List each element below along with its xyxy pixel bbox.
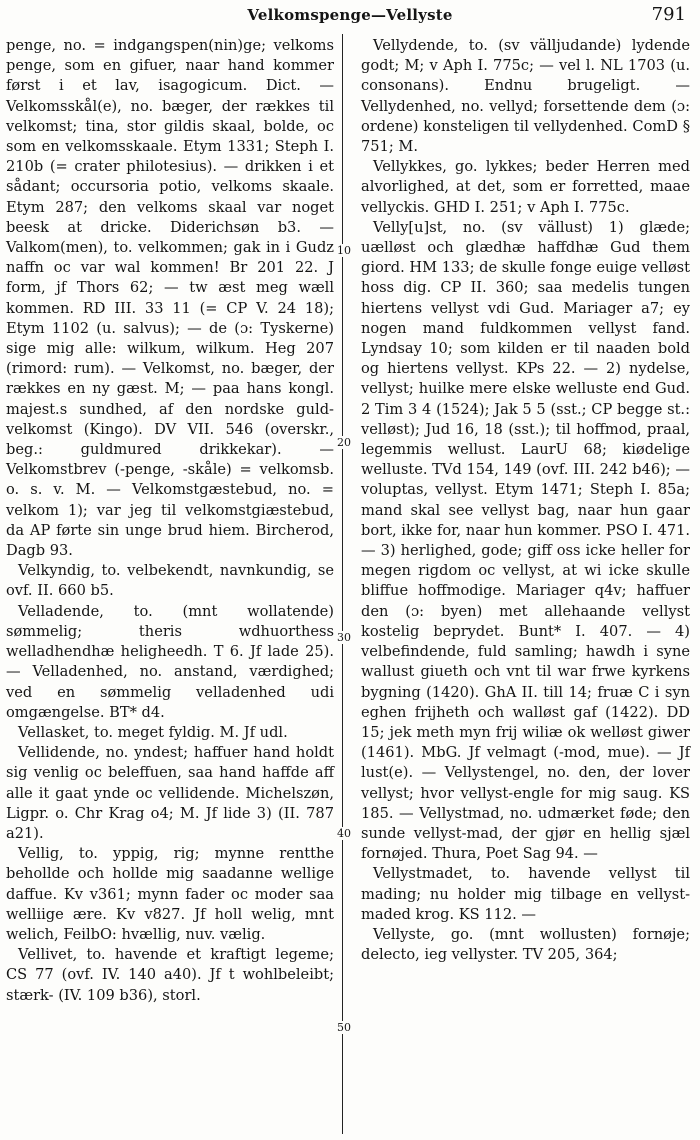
entry-vellidende: Vellidende, no. yndest; haffuer hand holdt sig venlig oc beleffuen, saa hand haffde aff alle it gaat ynde oc vellidende. Michelszøn, Ligpr. o. Chr Krag o4; M. Jf lide 3) (II. 787 a21). <box>6 744 334 842</box>
entry-vellivet: Vellivet, to. havende et kraftigt legeme; CS 77 (ovf. IV. 140 a40). Jf t wohlbeleibt; stærk- (IV. 109 b36), storl. <box>6 946 334 1004</box>
line-number-50: 50 <box>332 1021 356 1034</box>
entry-velladende: Velladende, to. (mnt wollatende) sømmelig; theris wdhuorthess welladhendhæ heligheedh. T 6. Jf lade 25). — Velladenhed, no. anstand, værdighed; ved en sømmelig velladenhed udi omgængelse. BT* d4. <box>6 602 334 721</box>
entry-vellyste: Vellyste, go. (mnt wollusten) fornøje; delecto, ieg vellyster. TV 205, 364; <box>361 925 690 964</box>
line-number-10: 10 <box>332 244 356 257</box>
entry-velkomspenge-continued: penge, no. = indgangspen(nin)ge; velkoms penge, som en gifuer, naar hand kommer først i et lav, isagogicum. Dict. — Velkomsskål(e), no. bæger, der rækkes til velkomst; tina, stor gildis skaal, bolde, oc som en velkomsskaale. Etym 1331; Steph I. 210b (= crater philotesius). — drikken i et sådant; occursoria potio, velkoms skaale. Etym 287; den velkoms skaal var noget beesk at dricke. Diderichsøn b3. — Valkom(men), to. velkommen; gak in i Gudz naffn oc var wal kommen! Br 201 22. J form, jf Thors 62; — tw æst meg wæll kommen. RD III. 33 11 (= CP V. 24 18); Etym 1102 (u. salvus); — de (ɔ: Tyskerne) sige mig alle: wilkum, wilkum. Heg 207 (rimord: rum). — Velkomst, no. bæger, der rækkes en ny gæst. M; — paa hans kongl. majest.s sundhed, af den nordske guld-velkomst (Kingo). DV VII. 546 (overskr., beg.: guldmured drikkekar). — Velkomstbrev (-penge, -skåle) = velkomsb. o. s. v. M. — Velkomstgæstebud, no. = velkom 1); var jeg til velkomstgiæstebud, da AP førte sin unge brud hiem. Bircherod, Dagb 93. <box>6 37 334 560</box>
entry-vellykkes: Vellykkes, go. lykkes; beder Herren med alvorlighed, at det, som er forretted, maae vellyckis. GHD I. 251; v Aph I. 775c. <box>361 158 690 216</box>
running-head: Velkomspenge—Vellyste <box>247 6 453 24</box>
right-column <box>361 36 690 965</box>
page-number: 791 <box>651 4 686 25</box>
entry-vellasket: Vellasket, to. meget fyldig. M. Jf udl. <box>18 723 288 741</box>
line-number-20: 20 <box>332 436 356 449</box>
entry-vellig: Vellig, to. yppig, rig; mynne rentthe behollde och hollde mig saadanne wellige daffue. Kv v361; mynn fader oc moder saa welliige ære. Kv v827. Jf holl welig, mnt welich, FeilbO: hvællig, nuv. vælig. <box>6 845 334 943</box>
left-column <box>6 36 334 1006</box>
column-divider <box>342 34 343 1134</box>
entry-vellystmadet: Vellystmadet, to. havende vellyst til mading; nu holder mig tilbage en vellyst-maded krog. KS 112. — <box>361 865 690 923</box>
entry-vellyst: Velly[u]st, no. (sv vällust) 1) glæde; uælløst och glædhæ haffdhæ Gud them giord. HM 133; de skulle fonge euige velløst hoss dig. CP II. 360; saa medelis tungen hiertens vellyst vdi Gud. Mariager a7; ey nogen mand fuldkommen vellyst fand. Lyndsay 10; som kilden er til naaden bold og hiertens vellyst. KPs 22. — 2) nydelse, vellyst; huilke mere elske welluste end Gud. 2 Tim 3 4 (1524); Jak 5 5 (sst.; CP begge st.: velløst); Jud 16, 18 (sst.); til hoffmod, praal, legemmis wellust. LaurU 68; kiødelige welluste. TVd 154, 149 (ovf. III. 242 b46); — voluptas, vellyst. Etym 1471; Steph I. 85a; mand skal see vellyst bag, naar hun gaar bort, ikke for, naar hun kommer. PSO I. 471. — 3) herlighed, gode; giff oss icke heller for megen rigdom oc vellyst, at wi icke skulle bliffue hoffmodige. Mariager q4v; haffuer den (ɔ: byen) met allehaande vellyst kostelig beprydet. Bunt* I. 407. — 4) velbefindende, fuld samling; hawdh i syne wallust giueth och vnt til war frwe kyrkens bygning (1420). GhA II. till 14; fruæ C i syn eghen frijheth och walløst gaf (1422). DD 15; jek meth myn frij wiliæ ok welløst giwer (1461). MbG. Jf velmagt (-mod, mue). — Jf lust(e). — Vellystengel, no. den, der lover vellyst; hvor vellyst-engle for mig saug. KS 185. — Vellystmad, no. udmærket føde; den sunde vellyst-mad, der gjør en hellig sjæl fornøjed. Thura, Poet Sag 94. — <box>361 218 690 863</box>
entry-vellydende: Vellydende, to. (sv välljudande) lydende godt; M; v Aph I. 775c; — vel l. NL 1703 (u. consonans). Endnu brugeligt. — Vellydenhed, no. vellyd; forsettende dem (ɔ: ordene) konsteligen til vellydenhed. ComD § 751; M. <box>361 37 690 156</box>
entry-velkyndig: Velkyndig, to. velbekendt, navnkundig, se ovf. II. 660 b5. <box>6 562 334 600</box>
line-number-40: 40 <box>332 827 356 840</box>
line-number-30: 30 <box>332 631 356 644</box>
page-header <box>0 4 700 30</box>
